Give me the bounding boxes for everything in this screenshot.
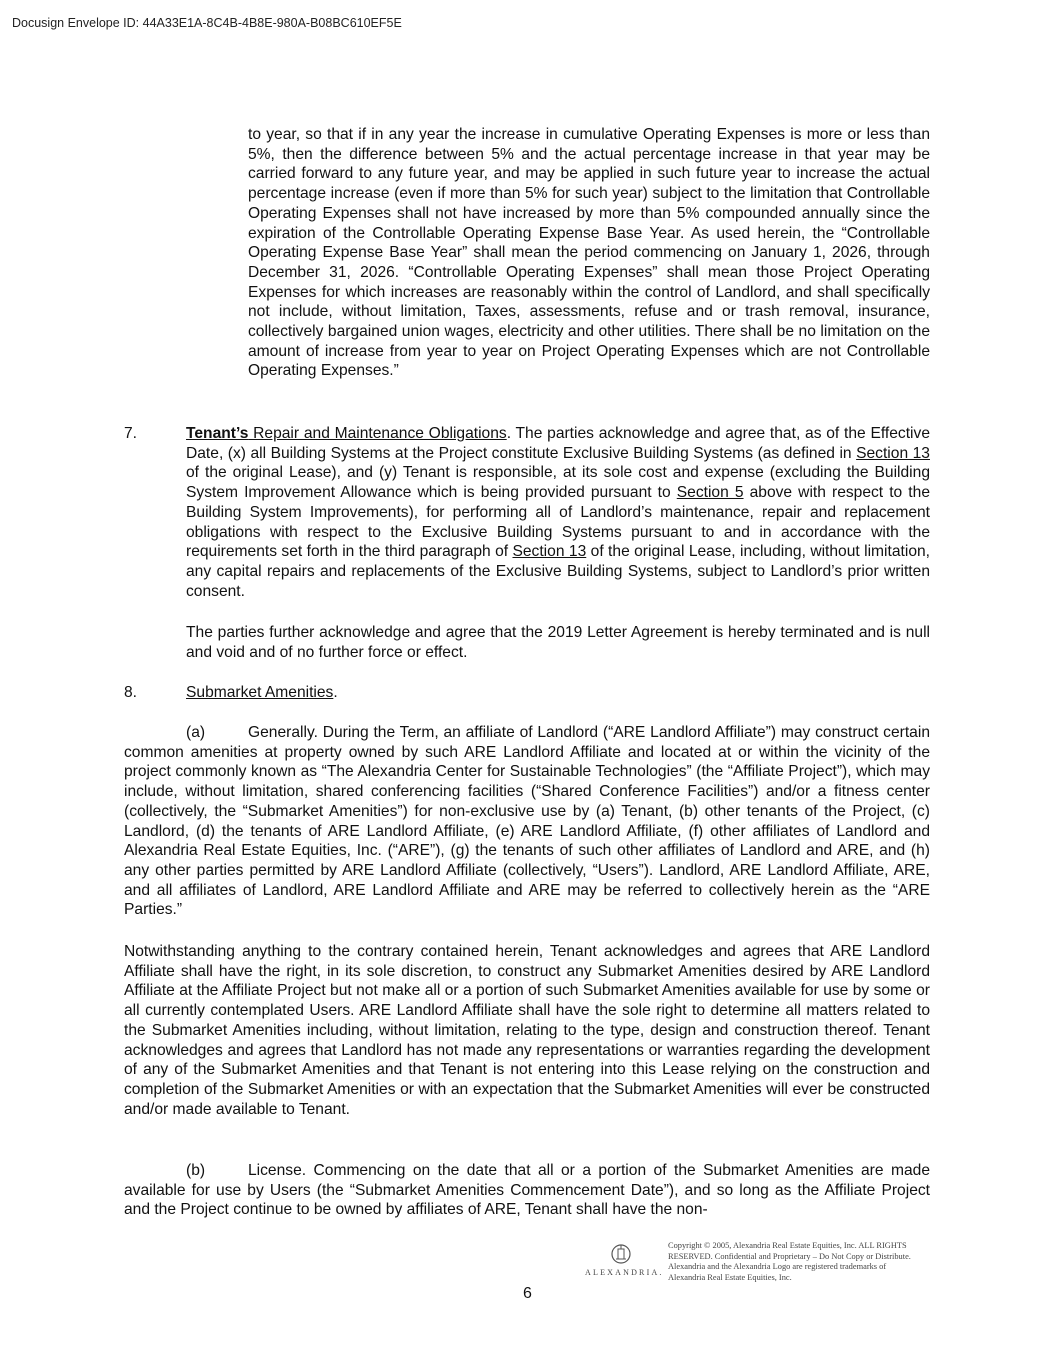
section-7: [124, 424, 930, 601]
section-7-heading: Repair and Maintenance Obligations: [248, 425, 507, 442]
section-8-number: 8.: [124, 684, 138, 701]
section-7-text-3: above with respect to the Building System Improvements), for performing all of Landlord’s maintenance, repair and replacement obligations with respect to the Exclusive Building Systems pursuant to and in accordance with the requirements set forth in the third paragraph of: [186, 484, 930, 561]
alexandria-logo-text: ALEXANDRIA.: [585, 1268, 664, 1277]
section-7-paragraph-2: The parties further acknowledge and agree that the 2019 Letter Agreement is hereby terminated and is null and void and of no further force or effect.: [186, 624, 930, 661]
alexandria-logo-icon: [585, 1240, 665, 1284]
section-8a-paragraph: [124, 723, 930, 920]
section-8-heading: Submarket Amenities: [186, 684, 334, 701]
section-7-text-2: of the original Lease), and (y) Tenant is responsible, at its sole cost and expense (excluding the Building System Improvement Allowance which is being provided pursuant to: [186, 464, 930, 502]
section-7-text-4: of the original Lease, including, without limitation, any capital repairs and replacements of the Exclusive Building Systems, subject to Landlord’s prior written consent.: [186, 543, 930, 600]
section-7-text-1: . The parties acknowledge and agree that, as of the Effective Date, (x) all Building Systems at the Project constitute Exclusive Building Systems (as defined in: [186, 425, 930, 462]
section-5-reference: Section 5: [676, 484, 744, 502]
section-8b-label: (b): [186, 1162, 206, 1179]
section-7-body: [186, 424, 930, 601]
section-8b-paragraph: [124, 1161, 930, 1220]
section-8-heading-period: .: [333, 684, 338, 701]
section-8a-label: (a): [186, 724, 206, 741]
section-8b-text: License. Commencing on the date that all or a portion of the Submarket Amenities are made available for use by Users (the “Submarket Amenities Commencement Date”), and so long as the Affiliate Project and the Project continue to be owned by affiliates of ARE, Tenant shall have the non-: [124, 1162, 930, 1219]
section-7-heading-bold: Tenant’s: [186, 425, 249, 442]
section-13-reference: Section 13: [856, 444, 930, 462]
section-7-number: 7.: [124, 425, 138, 442]
section-13-reference-2: Section 13: [512, 543, 587, 561]
docusign-envelope-id: Docusign Envelope ID: 44A33E1A-8C4B-4B8E-980A-B08BC610EF5E: [12, 16, 402, 30]
page-number: 6: [523, 1285, 532, 1302]
section-8-notwithstanding-paragraph: Notwithstanding anything to the contrary contained herein, Tenant acknowledges and agrees that ARE Landlord Affiliate shall have the right, in its sole discretion, to construct any Submarket Amenities desired by ARE Landlord Affiliate at the Affiliate Project but not make all or a portion of such Submarket Amenities available for use by some or all currently contemplated Users. ARE Landlord Affiliate shall have the sole right to determine all matters related to the Submarket Amenities including, without limitation, relating to the type, design and construction thereof. Tenant acknowledges and agrees that Landlord has not made any representations or warranties regarding the development of any of the Submarket Amenities and that Tenant is not entering into this Lease relying on the construction and completion of the Submarket Amenities or with an expectation that the Submarket Amenities will ever be constructed and/or made available to Tenant.: [124, 943, 930, 1118]
section-8-heading-row: [124, 683, 930, 703]
copyright-notice: Copyright © 2005, Alexandria Real Estate Equities, Inc. ALL RIGHTS RESERVED. Confidential and Proprietary – Do Not Copy or Distribute. Alexandria and the Alexandria Logo are registered trademarks of Alexandria Real Estate Equities, Inc.: [668, 1241, 911, 1282]
continuation-paragraph: to year, so that if in any year the increase in cumulative Operating Expenses is more or less than 5%, then the difference between 5% and the actual percentage increase in that year may be carried forward to any future year, and may be applied in such future year to increase the actual percentage increase (even if more than 5% for such year) subject to the limitation that Controllable Operating Expenses shall not have increased by more than 5% compounded annually since the expiration of the Controllable Operating Expense Base Year. As used herein, the “Controllable Operating Expense Base Year” shall mean the period commencing on January 1, 2026, through December 31, 2026. “Controllable Operating Expenses” shall mean those Project Operating Expenses for which increases are reasonably within the control of Landlord, and shall specifically not include, without limitation, Taxes, assessments, refuse and or trash removal, insurance, collectively bargained union wages, electricity and other utilities. There shall be no limitation on the amount of increase from year to year on Project Operating Expenses which are not Controllable Operating Expenses.”: [248, 126, 930, 380]
section-8a-text: Generally. During the Term, an affiliate of Landlord (“ARE Landlord Affiliate”) may construct certain common amenities at property owned by such ARE Landlord Affiliate and located at or within the vicinity of the project commonly known as “The Alexandria Center for Sustainable Technologies” (the “Affiliate Project”), which may include, without limitation, shared conferencing facilities (“Shared Conference Facilities”) and/or a fitness center (collectively, the “Submarket Amenities”) for non-exclusive use by (a) Tenant, (b) other tenants of the Project, (c) Landlord, (d) the tenants of ARE Landlord Affiliate, (e) ARE Landlord Affiliate, (f) other affiliates of Landlord and Alexandria Real Estate Equities, Inc. (“ARE”), (g) the tenants of such other affiliates of Landlord and ARE, and (h) any other parties permitted by ARE Landlord Affiliate (collectively, “Users”). Landlord, ARE Landlord Affiliate, ARE, and all affiliates of Landlord, ARE Landlord Affiliate and ARE may be referred to collectively herein as the “ARE Parties.”: [124, 724, 930, 919]
